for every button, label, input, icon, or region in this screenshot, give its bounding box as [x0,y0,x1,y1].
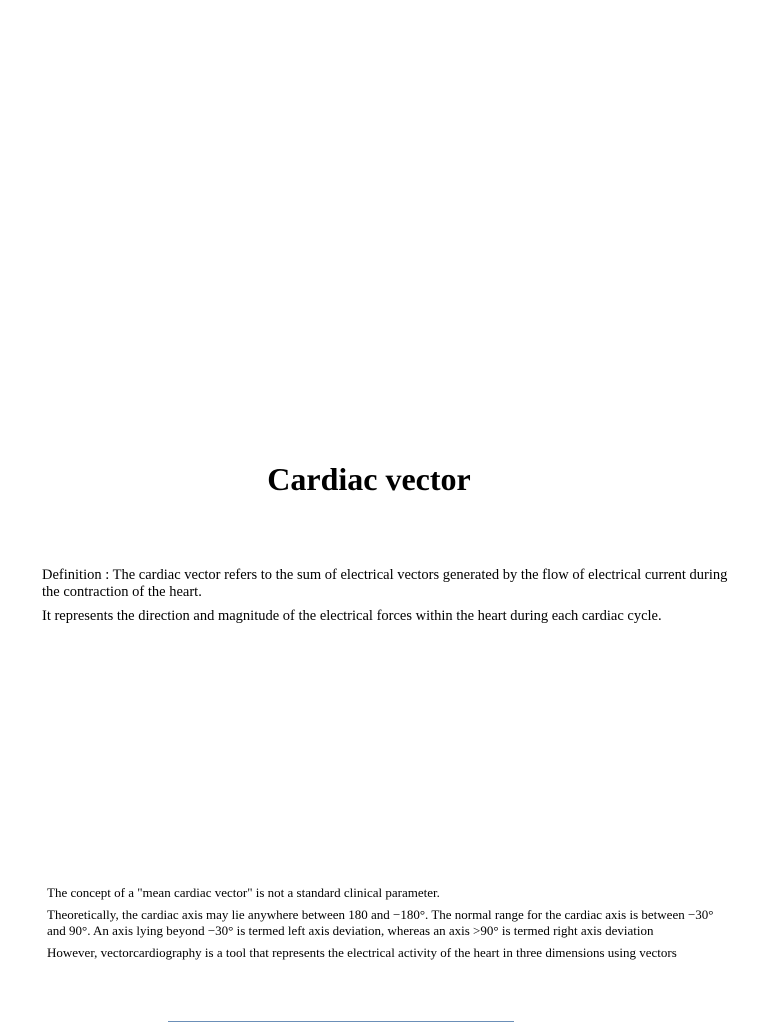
note-vectorcardiography: However, vectorcardiography is a tool that represents the electrical activity of the heart in three dimensions using vectors [47,945,677,960]
definition-section [42,567,732,632]
representation-paragraph: It represents the direction and magnitude of the electrical forces within the heart during each cardiac cycle. [42,608,662,624]
page-title: Cardiac vector [267,461,471,497]
note-cardiac-axis: Theoretically, the cardiac axis may lie anywhere between 180 and −180°. The normal range for the cardiac axis is between −30° and 90°. An axis lying beyond −30° is termed left axis deviation, whereas an axis >90° is termed right axis deviation [47,907,714,938]
notes-section [47,885,717,967]
definition-paragraph: Definition : The cardiac vector refers to the sum of electrical vectors generated by the flow of electrical current during the contraction of the heart. [42,567,728,600]
page-divider [168,1021,514,1022]
note-mean-vector: The concept of a "mean cardiac vector" is not a standard clinical parameter. [47,885,440,900]
